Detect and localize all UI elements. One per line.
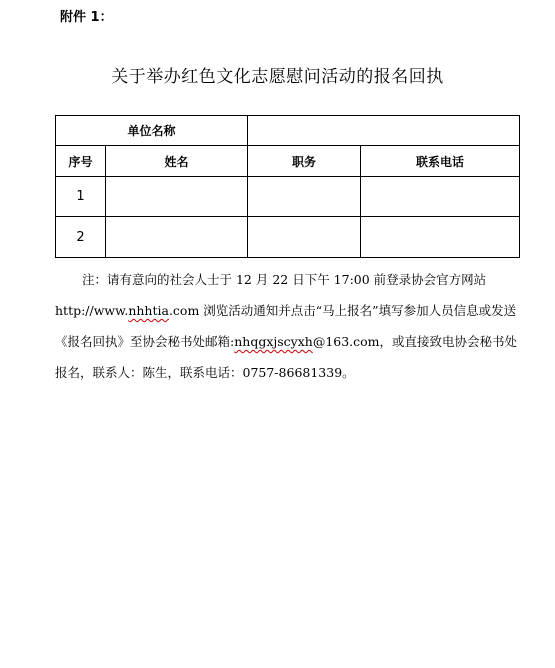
website-link[interactable]: http://www.nhhtia.com (55, 303, 200, 318)
unit-name-field[interactable] (248, 116, 520, 146)
registration-note (55, 264, 527, 388)
phone-cell[interactable] (361, 217, 520, 258)
unit-name-label: 单位名称 (56, 116, 248, 146)
position-cell[interactable] (248, 217, 361, 258)
page-title: 关于举办红色文化志愿慰问活动的报名回执 (111, 67, 444, 87)
name-cell[interactable] (106, 217, 248, 258)
header-row (56, 146, 520, 177)
table-row (56, 177, 520, 217)
email-user: nhqgxjscyxh (234, 334, 313, 349)
website-domain: nhhtia (128, 303, 169, 318)
unit-row (56, 116, 520, 146)
registration-table (55, 115, 520, 258)
email-link[interactable]: nhqgxjscyxh@163.com (234, 334, 380, 349)
note-text-1: 注：请有意向的社会人士于 12 月 22 日下午 17:00 前登录协会官方网站 (82, 272, 487, 287)
row-index: 2 (56, 217, 106, 258)
table-row (56, 217, 520, 258)
note-text-3: ，或直接致电协会秘书处报名，联系人：陈生，联系电话：0757-86681339。 (55, 334, 518, 380)
header-phone: 联系电话 (361, 146, 520, 177)
name-cell[interactable] (106, 177, 248, 217)
position-cell[interactable] (248, 177, 361, 217)
row-index: 1 (56, 177, 106, 217)
header-index: 序号 (56, 146, 106, 177)
phone-cell[interactable] (361, 177, 520, 217)
note-text-2: 浏览活动通知并点击“马上报名”填写参加人员信息或发送《报名回执》至协会秘书处邮箱: (55, 303, 517, 349)
header-name: 姓名 (106, 146, 248, 177)
attachment-label: 附件 1： (60, 10, 113, 25)
header-position: 职务 (248, 146, 361, 177)
